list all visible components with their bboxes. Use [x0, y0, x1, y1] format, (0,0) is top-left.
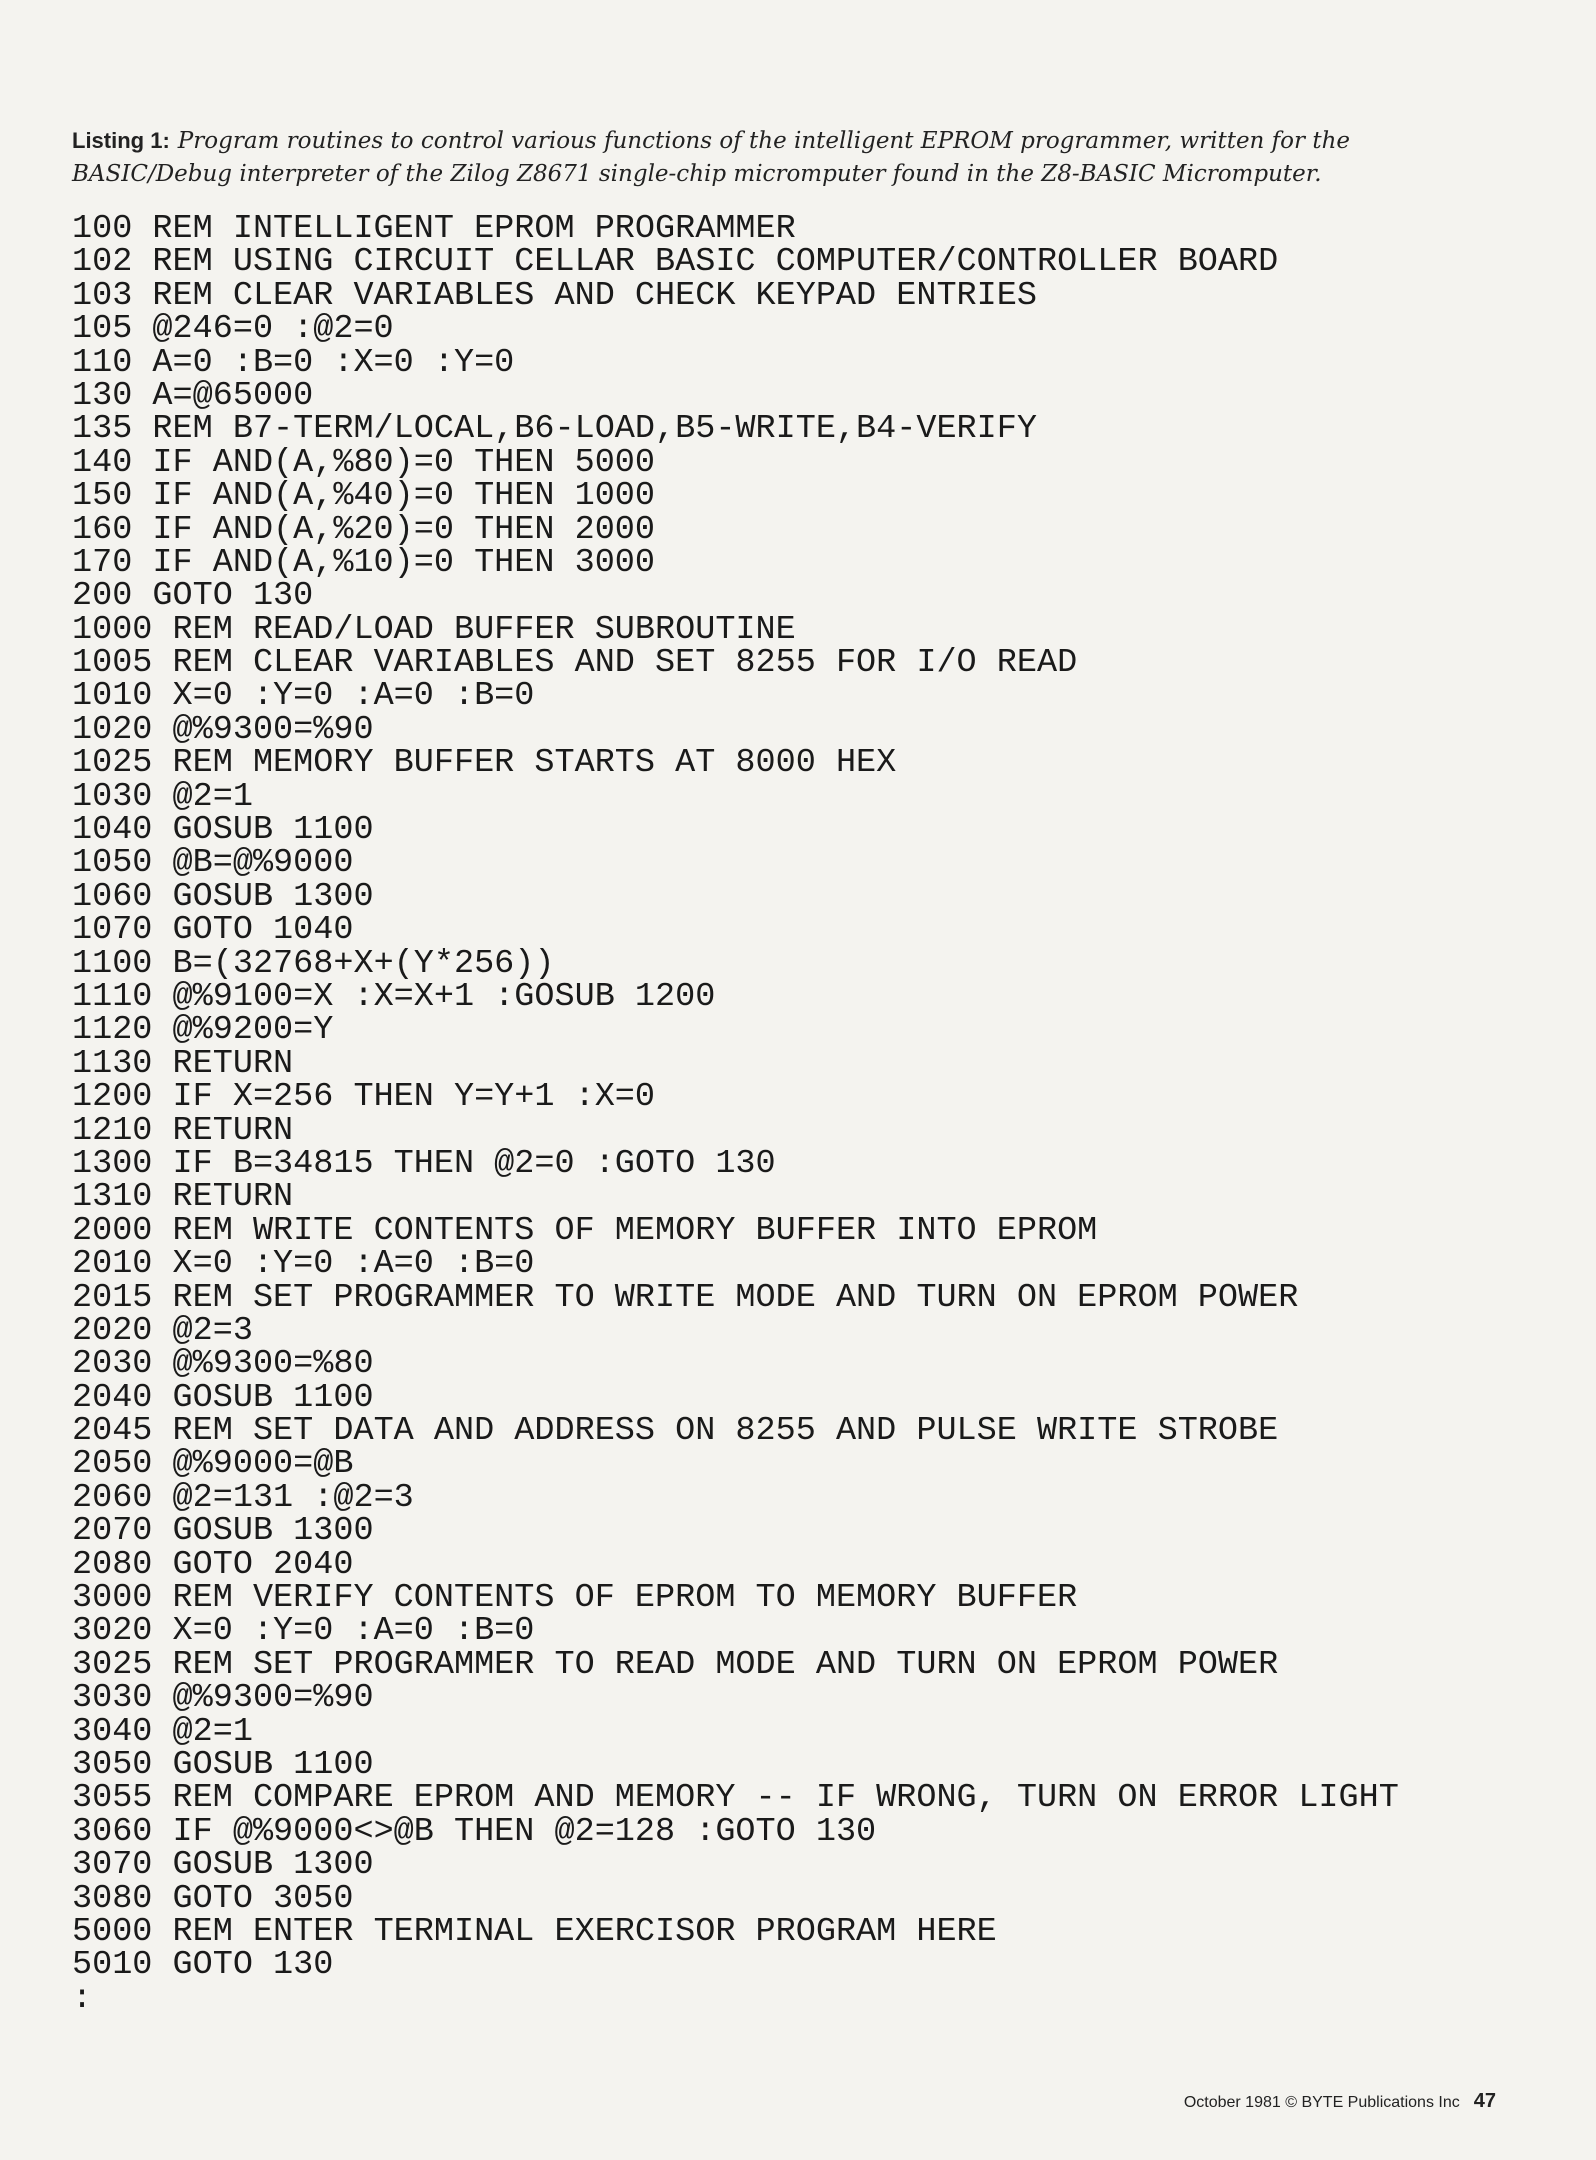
line-statement: IF AND(A,%20)=0 THEN 2000 — [152, 510, 656, 549]
code-line — [72, 1111, 1552, 1150]
line-number: 1040 — [72, 811, 153, 850]
line-number: 3040 — [72, 1712, 153, 1751]
line-statement: REM INTELLIGENT EPROM PROGRAMMER — [152, 210, 796, 248]
code-line — [72, 844, 1552, 883]
code-line — [72, 443, 1552, 482]
code-line — [72, 1512, 1552, 1551]
code-line — [72, 543, 1552, 582]
code-line — [72, 777, 1552, 816]
line-statement: REM B7-TERM/LOCAL,B6-LOAD,B5-WRITE,B4-VERIFY — [152, 410, 1037, 449]
line-statement: IF AND(A,%40)=0 THEN 1000 — [152, 477, 656, 516]
line-statement: RETURN — [172, 1178, 294, 1217]
line-number: 1000 — [72, 610, 153, 649]
code-line — [72, 610, 1552, 649]
code-line — [72, 944, 1552, 983]
code-line — [72, 1211, 1552, 1250]
code-line — [72, 1679, 1552, 1718]
code-line — [72, 911, 1552, 950]
line-number: 1200 — [72, 1078, 153, 1117]
line-statement: @%9000=@B — [172, 1445, 354, 1484]
line-number: 2060 — [72, 1478, 153, 1517]
line-number: 170 — [72, 543, 133, 582]
code-line — [72, 1078, 1552, 1117]
line-statement: GOSUB 1300 — [172, 1846, 374, 1885]
code-line — [72, 1645, 1552, 1684]
line-statement: REM USING CIRCUIT CELLAR BASIC COMPUTER/CONTROLLER BOARD — [152, 243, 1279, 282]
line-number: 1060 — [72, 877, 153, 916]
code-line — [72, 1178, 1552, 1217]
line-number: 2010 — [72, 1245, 153, 1284]
line-number: 2045 — [72, 1412, 153, 1451]
line-statement: @2=3 — [172, 1311, 253, 1350]
code-line — [72, 644, 1552, 683]
line-statement: REM SET DATA AND ADDRESS ON 8255 AND PULSE WRITE STROBE — [172, 1412, 1279, 1451]
line-number: 1005 — [72, 644, 153, 683]
line-statement: @%9300=%90 — [172, 1679, 374, 1718]
line-number: 2050 — [72, 1445, 153, 1484]
line-statement: REM READ/LOAD BUFFER SUBROUTINE — [172, 610, 796, 649]
code-line — [72, 1579, 1552, 1618]
listing-caption — [72, 124, 1512, 191]
line-number: 1050 — [72, 844, 153, 883]
line-number: 103 — [72, 276, 133, 315]
line-statement: A=@65000 — [152, 376, 314, 415]
line-number: 1020 — [72, 710, 153, 749]
line-number: 1030 — [72, 777, 153, 816]
line-statement: IF @%9000<>@B THEN @2=128 :GOTO 130 — [172, 1812, 877, 1851]
line-number: 3055 — [72, 1779, 153, 1818]
code-line — [72, 1846, 1552, 1885]
code-line — [72, 1545, 1552, 1584]
line-statement: REM WRITE CONTENTS OF MEMORY BUFFER INTO EPROM — [172, 1211, 1098, 1250]
line-statement: IF X=256 THEN Y=Y+1 :X=0 — [172, 1078, 656, 1117]
line-statement: B=(32768+X+(Y*256)) — [172, 944, 555, 983]
code-line — [72, 1011, 1552, 1050]
line-statement: IF AND(A,%10)=0 THEN 3000 — [152, 543, 656, 582]
code-line — [72, 1278, 1552, 1317]
line-statement: GOTO 130 — [172, 1946, 334, 1985]
code-line — [72, 243, 1552, 282]
line-statement: GOSUB 1300 — [172, 877, 374, 916]
line-number: 2080 — [72, 1545, 153, 1584]
line-number: 3025 — [72, 1645, 153, 1684]
code-line — [72, 1345, 1552, 1384]
line-statement: @%9200=Y — [172, 1011, 334, 1050]
line-statement: GOSUB 1100 — [172, 811, 374, 850]
line-number: 102 — [72, 243, 133, 282]
code-line — [72, 1044, 1552, 1083]
line-number: 1120 — [72, 1011, 153, 1050]
line-number: 2000 — [72, 1211, 153, 1250]
line-number: 2040 — [72, 1378, 153, 1417]
page-number: 47 — [1473, 2090, 1496, 2112]
code-line — [72, 376, 1552, 415]
code-line — [72, 1946, 1552, 1985]
line-statement: REM ENTER TERMINAL EXERCISOR PROGRAM HERE — [172, 1912, 997, 1951]
line-number: 1310 — [72, 1178, 153, 1217]
caption-label: Listing 1: — [72, 128, 170, 153]
line-statement: GOTO 130 — [152, 577, 314, 616]
line-statement: @246=0 :@2=0 — [152, 310, 394, 349]
line-number: 150 — [72, 477, 133, 516]
line-statement: @2=1 — [172, 1712, 253, 1751]
line-statement: IF AND(A,%80)=0 THEN 5000 — [152, 443, 656, 482]
code-line — [72, 1979, 1552, 2018]
line-number: 1025 — [72, 744, 153, 783]
line-number: 1110 — [72, 977, 153, 1016]
code-line — [72, 343, 1552, 382]
line-number: 3000 — [72, 1579, 153, 1618]
code-line — [72, 1712, 1552, 1751]
line-statement: GOTO 2040 — [172, 1545, 354, 1584]
code-line — [72, 1445, 1552, 1484]
page-footer — [1184, 2090, 1496, 2113]
code-line — [72, 310, 1552, 349]
code-line — [72, 1745, 1552, 1784]
line-number: 1130 — [72, 1044, 153, 1083]
line-number: 130 — [72, 376, 133, 415]
code-line — [72, 1779, 1552, 1818]
code-line — [72, 710, 1552, 749]
line-statement: @%9300=%90 — [172, 710, 374, 749]
line-number: 1070 — [72, 911, 153, 950]
code-line — [72, 1879, 1552, 1918]
line-statement: IF B=34815 THEN @2=0 :GOTO 130 — [172, 1144, 776, 1183]
code-line — [72, 744, 1552, 783]
line-number: 1010 — [72, 677, 153, 716]
line-statement: GOTO 1040 — [172, 911, 354, 950]
line-number: 3050 — [72, 1745, 153, 1784]
line-statement: X=0 :Y=0 :A=0 :B=0 — [172, 677, 535, 716]
line-number: 1210 — [72, 1111, 153, 1150]
line-statement: RETURN — [172, 1111, 294, 1150]
line-number: 135 — [72, 410, 133, 449]
line-statement: REM COMPARE EPROM AND MEMORY -- IF WRONG, TURN ON ERROR LIGHT — [172, 1779, 1399, 1818]
line-number: 2070 — [72, 1512, 153, 1551]
line-statement: X=0 :Y=0 :A=0 :B=0 — [172, 1245, 535, 1284]
line-number: : — [72, 1979, 93, 2018]
line-number: 3060 — [72, 1812, 153, 1851]
line-statement: GOSUB 1100 — [172, 1745, 374, 1784]
line-statement: RETURN — [172, 1044, 294, 1083]
line-number: 100 — [72, 210, 133, 248]
line-statement: REM CLEAR VARIABLES AND SET 8255 FOR I/O READ — [172, 644, 1078, 683]
line-number: 3070 — [72, 1846, 153, 1885]
code-line — [72, 1812, 1552, 1851]
code-line — [72, 477, 1552, 516]
code-line — [72, 1311, 1552, 1350]
line-number: 3030 — [72, 1679, 153, 1718]
line-number: 3020 — [72, 1612, 153, 1651]
line-number: 2030 — [72, 1345, 153, 1384]
code-line — [72, 977, 1552, 1016]
line-number: 1100 — [72, 944, 153, 983]
line-statement: REM MEMORY BUFFER STARTS AT 8000 HEX — [172, 744, 897, 783]
line-statement: @2=131 :@2=3 — [172, 1478, 414, 1517]
line-number: 5010 — [72, 1946, 153, 1985]
code-line — [72, 1378, 1552, 1417]
code-line — [72, 677, 1552, 716]
code-line — [72, 1612, 1552, 1651]
line-number: 200 — [72, 577, 133, 616]
line-statement: A=0 :B=0 :X=0 :Y=0 — [152, 343, 515, 382]
code-line — [72, 1912, 1552, 1951]
line-number: 160 — [72, 510, 133, 549]
code-line — [72, 1412, 1552, 1451]
line-statement: @B=@%9000 — [172, 844, 354, 883]
code-line — [72, 811, 1552, 850]
code-line — [72, 1478, 1552, 1517]
footer-issue-credit: October 1981 © BYTE Publications Inc — [1183, 2094, 1460, 2111]
line-statement: GOTO 3050 — [172, 1879, 354, 1918]
code-line — [72, 1245, 1552, 1284]
code-line — [72, 210, 1552, 248]
line-number: 105 — [72, 310, 133, 349]
code-line — [72, 1144, 1552, 1183]
line-statement: @%9300=%80 — [172, 1345, 374, 1384]
line-number: 5000 — [72, 1912, 153, 1951]
code-line — [72, 577, 1552, 616]
line-number: 2015 — [72, 1278, 153, 1317]
line-number: 2020 — [72, 1311, 153, 1350]
basic-program-listing — [72, 210, 1552, 2018]
line-statement: X=0 :Y=0 :A=0 :B=0 — [172, 1612, 535, 1651]
line-statement: REM SET PROGRAMMER TO WRITE MODE AND TURN ON EPROM POWER — [172, 1278, 1299, 1317]
line-statement: REM SET PROGRAMMER TO READ MODE AND TURN ON EPROM POWER — [172, 1645, 1279, 1684]
line-statement: GOSUB 1300 — [172, 1512, 374, 1551]
line-statement: @2=1 — [172, 777, 253, 816]
code-line — [72, 877, 1552, 916]
code-line — [72, 510, 1552, 549]
line-statement: GOSUB 1100 — [172, 1378, 374, 1417]
line-statement: REM VERIFY CONTENTS OF EPROM TO MEMORY BUFFER — [172, 1579, 1078, 1618]
code-line — [72, 410, 1552, 449]
code-line — [72, 276, 1552, 315]
line-statement: REM CLEAR VARIABLES AND CHECK KEYPAD ENTRIES — [152, 276, 1037, 315]
line-statement: @%9100=X :X=X+1 :GOSUB 1200 — [172, 977, 716, 1016]
line-number: 140 — [72, 443, 133, 482]
caption-text: Program routines to control various functions of the intelligent EPROM programmer, written for the BASIC/Debug interpreter of the Zilog Z8671 single-chip micromputer found in the Z8-BASIC Micromputer. — [72, 128, 1351, 187]
line-number: 1300 — [72, 1144, 153, 1183]
line-number: 3080 — [72, 1879, 153, 1918]
line-number: 110 — [72, 343, 133, 382]
